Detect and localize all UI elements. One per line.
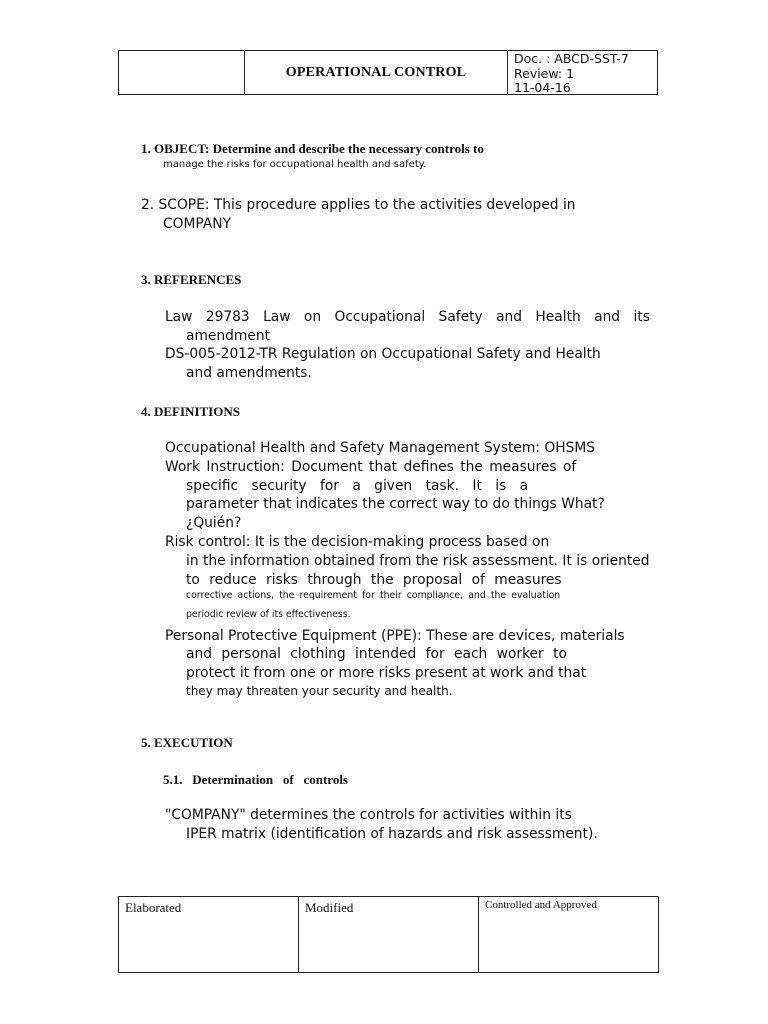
scope-line-1: 2. SCOPE: This procedure applies to the activities developed in: [141, 197, 576, 213]
definition-work-instruction-4: ¿Quién?: [186, 515, 242, 531]
elaborated-cell: [119, 897, 299, 972]
definition-work-instruction: Work Instruction: Document that defines the measures of: [165, 459, 577, 475]
definition-work-instruction-2: specific security for a given task. It is a: [186, 478, 529, 494]
signature-table: [118, 896, 659, 973]
elaborated-label: Elaborated: [125, 900, 182, 915]
scope-line-2: COMPANY: [163, 216, 232, 232]
execution-item: "COMPANY" determines the controls for activities within its: [165, 807, 572, 823]
review-number: Review: 1: [514, 65, 575, 81]
object-heading: 1. OBJECT: Determine and describe the necessary controls to: [141, 141, 484, 156]
reference-item-2-cont: and amendments.: [186, 365, 312, 381]
definition-ohsms: Occupational Health and Safety Management System: OHSMS: [165, 440, 596, 456]
execution-heading: 5. EXECUTION: [141, 735, 233, 750]
definition-ppe-4: they may threaten your security and health.: [186, 684, 453, 698]
object-line-2: manage the risks for occupational health and safety.: [163, 159, 427, 170]
doc-code: Doc. : ABCD-SST-7: [514, 51, 629, 66]
execution-item-cont: IPER matrix (identification of hazards and risk assessment).: [186, 826, 598, 842]
approved-label: Controlled and Approved: [485, 899, 597, 911]
definition-risk-control-4: corrective actions, the requirement for their compliance, and the evaluation: [186, 590, 561, 601]
modified-label: Modified: [305, 900, 354, 915]
header-logo-cell: [119, 51, 245, 94]
definitions-heading: 4. DEFINITIONS: [141, 404, 240, 419]
definition-work-instruction-3: parameter that indicates the correct way to do things What?: [186, 496, 605, 512]
references-heading: 3. REFERENCES: [141, 272, 242, 287]
modified-cell: [299, 897, 479, 972]
document-title: OPERATIONAL CONTROL: [285, 65, 467, 80]
definition-ppe-2: and personal clothing intended for each worker to: [186, 646, 567, 662]
reference-item-1-cont: amendment: [186, 328, 270, 344]
reference-item-2: DS-005-2012-TR Regulation on Occupational Safety and Health: [165, 346, 601, 362]
definition-risk-control-3: to reduce risks through the proposal of measures: [186, 572, 562, 588]
header-table: [118, 50, 658, 95]
definition-risk-control-2: in the information obtained from the risk assessment. It is oriented: [186, 553, 650, 569]
definition-ppe: Personal Protective Equipment (PPE): These are devices, materials: [165, 628, 625, 644]
definition-risk-control-5: periodic review of its effectiveness.: [186, 609, 351, 620]
approved-cell: [479, 897, 658, 972]
definition-risk-control: Risk control: It is the decision-making process based on: [165, 534, 550, 550]
header-meta-cell: [507, 51, 657, 94]
doc-date: 11-04-16: [514, 80, 571, 95]
definition-ppe-3: protect it from one or more risks present at work and that: [186, 665, 587, 681]
execution-subheading: 5.1. Determination of controls: [163, 772, 348, 787]
reference-item-1: Law 29783 Law on Occupational Safety and Health and its: [165, 309, 650, 325]
